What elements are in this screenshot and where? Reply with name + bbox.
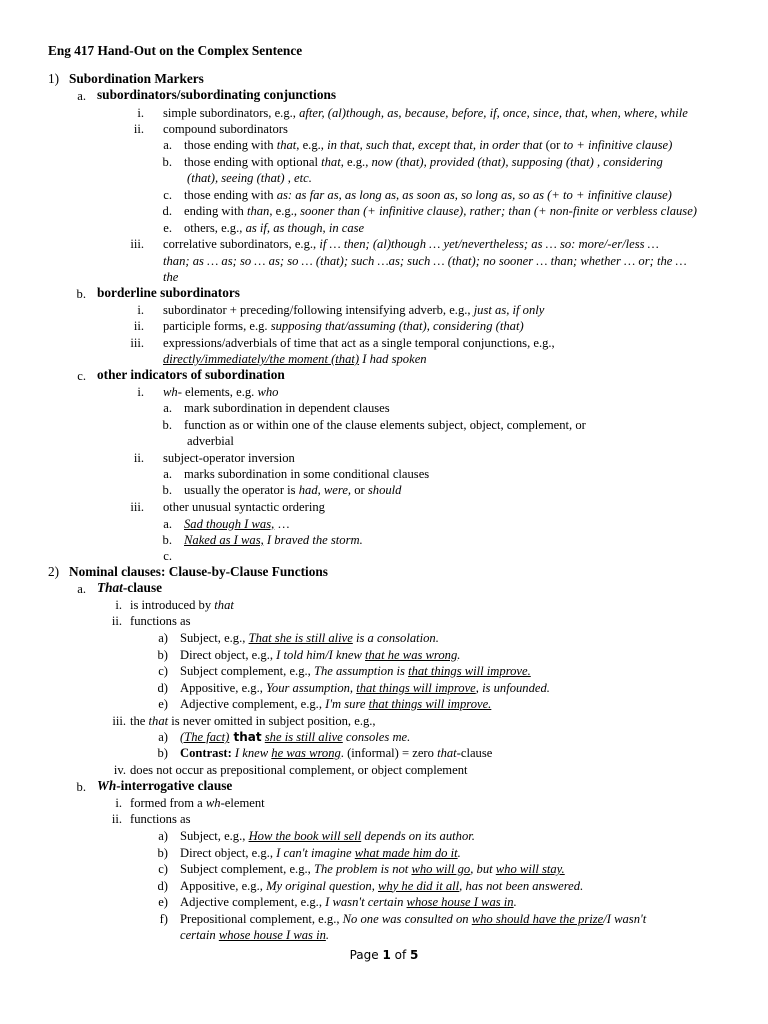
list-marker: i. bbox=[137, 106, 144, 120]
document-title: Eng 417 Hand-Out on the Complex Sentence bbox=[48, 43, 303, 58]
list-marker: a. bbox=[163, 138, 172, 152]
list-marker: iii. bbox=[130, 500, 144, 514]
list-marker: i. bbox=[137, 385, 144, 399]
subheading-wh-clause: Wh-interrogative clause bbox=[97, 778, 233, 793]
list-item: Sad though I was, … bbox=[184, 517, 291, 531]
list-marker: ii. bbox=[133, 122, 144, 136]
list-marker: iv. bbox=[113, 763, 126, 777]
subheading-that-clause: That-clause bbox=[97, 580, 163, 595]
list-item: those ending with as: as far as, as long as, as soon as, so long as, so as (+ to + infinitive clause) bbox=[184, 188, 672, 202]
list-item: function as or within one of the clause elements subject, object, complement, or bbox=[184, 418, 586, 432]
list-item: simple subordinators, e.g., after, (al)though, as, because, before, if, once, since, that, when, where, while bbox=[163, 106, 688, 120]
list-marker: e) bbox=[158, 895, 168, 909]
list-marker: d) bbox=[157, 680, 168, 695]
list-item: is introduced by that bbox=[130, 598, 234, 612]
list-marker: b. bbox=[162, 418, 172, 432]
list-marker: ii. bbox=[111, 812, 122, 826]
list-marker: b. bbox=[76, 780, 86, 794]
list-marker: a. bbox=[77, 582, 86, 596]
list-marker: a) bbox=[158, 829, 168, 843]
list-marker: b. bbox=[162, 155, 172, 169]
list-item: Direct object, e.g., I can't imagine what made him do it. bbox=[180, 845, 461, 860]
list-item: functions as bbox=[130, 812, 191, 826]
list-marker: a) bbox=[158, 730, 168, 744]
list-item: Subject complement, e.g., The assumption is that things will improve. bbox=[180, 664, 531, 678]
list-item: subject-operator inversion bbox=[163, 451, 295, 465]
list-item-continued: (that), seeing (that) , etc. bbox=[187, 171, 312, 185]
list-marker: a) bbox=[158, 631, 168, 645]
list-item: those ending with that, e.g., in that, such that, except that, in order that (or to + infinitive clause) bbox=[184, 138, 673, 152]
list-item: Contrast: I knew he was wrong. (informal) = zero that-clause bbox=[180, 746, 493, 760]
section-2-heading: 2) Nominal clauses: Clause-by-Clause Functions bbox=[48, 564, 328, 579]
list-item: compound subordinators bbox=[163, 122, 288, 136]
list-item: marks subordination in some conditional clauses bbox=[184, 467, 430, 481]
list-marker: c) bbox=[158, 664, 168, 678]
list-item: subordinator + preceding/following intensifying adverb, e.g., just as, if only bbox=[163, 303, 545, 317]
list-marker: c. bbox=[77, 369, 86, 383]
list-marker: b. bbox=[162, 483, 172, 497]
list-marker: c) bbox=[158, 862, 168, 876]
list-marker: d) bbox=[157, 878, 168, 893]
list-item: expressions/adverbials of time that act as a single temporal conjunctions, e.g., bbox=[163, 336, 555, 350]
list-item: Subject complement, e.g., The problem is not who will go, but who will stay. bbox=[180, 862, 565, 876]
list-marker: a. bbox=[77, 89, 86, 103]
list-item: does not occur as prepositional complement, or object complement bbox=[130, 763, 468, 777]
list-marker: c. bbox=[163, 188, 172, 202]
list-marker: b. bbox=[162, 533, 172, 547]
list-marker: i. bbox=[137, 303, 144, 317]
list-item: others, e.g., as if, as though, in case bbox=[184, 221, 365, 235]
list-item: those ending with optional that, e.g., now (that), provided (that), supposing (that) , considering bbox=[184, 155, 663, 169]
list-marker: b) bbox=[157, 845, 168, 860]
list-item: Subject, e.g., How the book will sell depends on its author. bbox=[180, 829, 475, 843]
list-item: (The fact) that she is still alive consoles me. bbox=[180, 730, 411, 744]
list-item: other unusual syntactic ordering bbox=[163, 500, 325, 514]
list-item: Subject, e.g., That she is still alive is a consolation. bbox=[180, 631, 439, 645]
list-item: Direct object, e.g., I told him/I knew that he was wrong. bbox=[180, 647, 461, 662]
list-marker: i. bbox=[115, 796, 122, 810]
list-marker: a. bbox=[163, 517, 172, 531]
list-item: the that is never omitted in subject position, e.g., bbox=[130, 714, 376, 728]
list-marker: a. bbox=[163, 401, 172, 415]
list-item: participle forms, e.g. supposing that/assuming (that), considering (that) bbox=[163, 319, 524, 333]
list-item: Adjective complement, e.g., I wasn't certain whose house I was in. bbox=[180, 895, 517, 909]
list-marker: d. bbox=[162, 204, 172, 218]
list-marker: e) bbox=[158, 697, 168, 711]
page-footer: Page 1 of 5 bbox=[349, 948, 419, 962]
list-item: mark subordination in dependent clauses bbox=[184, 401, 390, 415]
list-marker: i. bbox=[115, 598, 122, 612]
subheading-subordinators: subordinators/subordinating conjunctions bbox=[97, 87, 337, 102]
list-item: functions as bbox=[130, 614, 191, 628]
subheading-other-indicators: other indicators of subordination bbox=[97, 367, 285, 382]
list-marker: iii. bbox=[130, 336, 144, 350]
list-item-continued: adverbial bbox=[187, 434, 234, 448]
list-item: Appositive, e.g., Your assumption, that things will improve, is unfounded. bbox=[180, 680, 550, 695]
list-marker: f) bbox=[159, 911, 168, 926]
list-marker: ii. bbox=[111, 614, 122, 628]
list-item-continued: certain whose house I was in. bbox=[180, 928, 330, 942]
list-item-continued: the bbox=[163, 270, 179, 284]
list-item: Prepositional complement, e.g., No one was consulted on who should have the prize/I wasn't bbox=[180, 911, 647, 926]
list-item: correlative subordinators, e.g., if … then; (al)though … yet/nevertheless; as … so: more/-er/less … bbox=[163, 237, 659, 251]
list-marker: iii. bbox=[130, 237, 144, 251]
list-marker: ii. bbox=[133, 451, 144, 465]
list-item: ending with than, e.g., sooner than (+ infinitive clause), rather; than (+ non-finite or verbless clause) bbox=[184, 204, 697, 218]
list-item-continued: directly/immediately/the moment (that) I had spoken bbox=[163, 352, 427, 366]
list-marker: c. bbox=[163, 549, 172, 563]
list-item: Naked as I was, I braved the storm. bbox=[184, 533, 363, 547]
list-marker: ii. bbox=[133, 319, 144, 333]
list-item: usually the operator is had, were, or should bbox=[184, 483, 402, 497]
list-item: formed from a wh-element bbox=[130, 796, 265, 810]
list-item: wh- elements, e.g. who bbox=[163, 385, 279, 399]
list-marker: b. bbox=[76, 287, 86, 301]
subheading-borderline: borderline subordinators bbox=[97, 285, 240, 300]
list-item-continued: than; as … as; so … as; so … (that); such …as; such … (that); no sooner … than; whether … or; the … bbox=[163, 254, 687, 268]
section-1-heading: 1) Subordination Markers bbox=[48, 71, 204, 86]
list-item: Appositive, e.g., My original question, why he did it all, has not been answered. bbox=[180, 878, 584, 893]
list-marker: b) bbox=[157, 647, 168, 662]
list-item: Adjective complement, e.g., I'm sure that things will improve. bbox=[180, 697, 492, 711]
list-marker: b) bbox=[157, 746, 168, 760]
list-marker: iii. bbox=[112, 714, 126, 728]
list-marker: e. bbox=[163, 221, 172, 235]
list-marker: a. bbox=[163, 467, 172, 481]
